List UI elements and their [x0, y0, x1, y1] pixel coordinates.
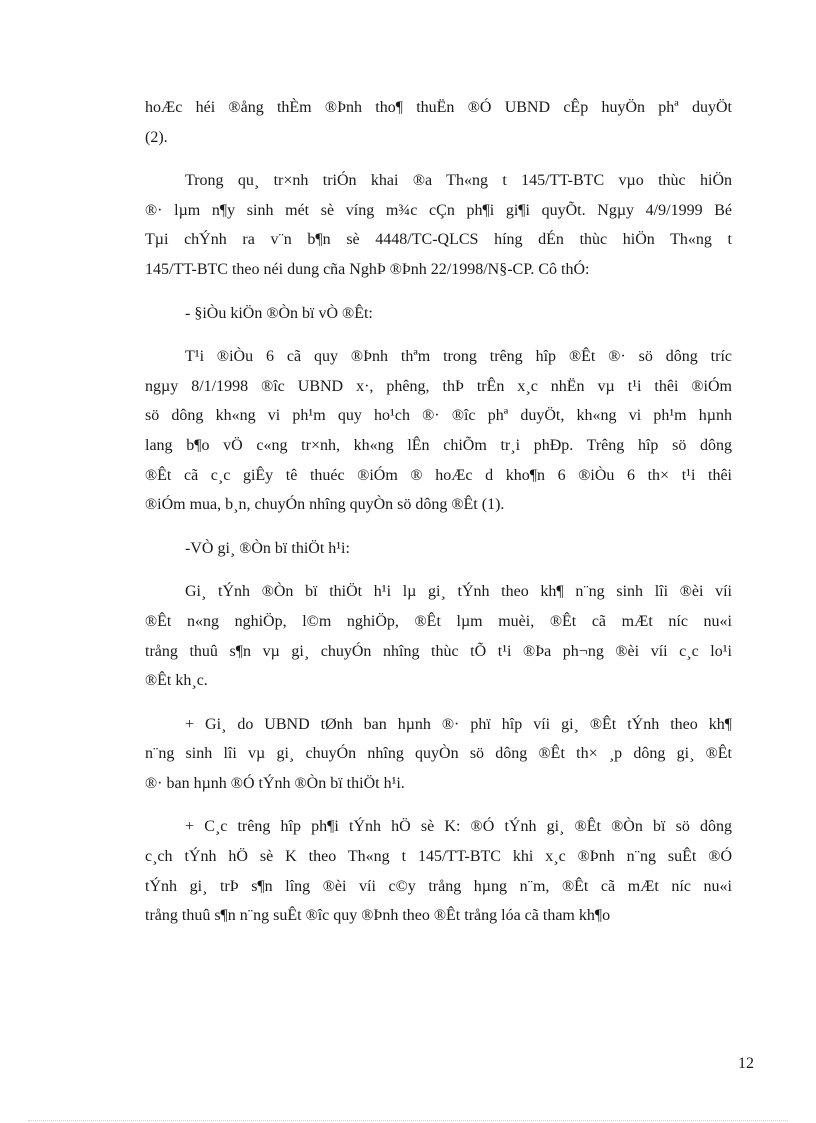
text-line: trång thuû s¶n n¨ng suÊt ®îc quy ®Þnh theo ®Êt trång lóa cã tham kh¶o [145, 907, 611, 925]
page-number: 12 [738, 1055, 754, 1072]
paragraph [145, 534, 732, 564]
text-line: sö dông kh«ng vi ph¹m quy ho¹ch ®· ®îc phª duyÖt, kh«ng vi ph¹m hµnh [145, 407, 732, 425]
page-bottom-divider [28, 1120, 788, 1121]
text-line: Gi¸ tÝnh ®Òn bï thiÖt h¹i lµ gi¸ tÝnh theo kh¶ n¨ng sinh lîi ®èi víi [185, 583, 732, 601]
paragraph-spacer [145, 520, 732, 534]
text-line: - §iÒu kiÖn ®Òn bï vÒ ®Êt: [185, 304, 373, 322]
text-line: + C¸c trêng hîp ph¶i tÝnh hÖ sè K: ®Ó tÝnh gi¸ ®Êt ®Òn bï sö dông [185, 818, 732, 836]
text-line: trång thuû s¶n vµ gi¸ chuyÓn nhîng thùc tÕ t¹i ®Þa ph¬ng ®èi víi c¸c lo¹i [145, 642, 732, 660]
text-line: ngµy 8/1/1998 ®îc UBND x·, phêng, thÞ trÊn x¸c nhËn vµ t¹i thêi ®iÓm [145, 377, 732, 395]
paragraph-spacer [145, 328, 732, 342]
paragraph [145, 342, 732, 520]
text-line: tÝnh gi¸ trÞ s¶n lîng ®èi víi c©y trång hµng n¨m, ®Êt cã mÆt níc nu«i [145, 877, 732, 895]
text-line: ®iÓm mua, b¸n, chuyÓn nhîng quyÒn sö dông ®Êt (1). [145, 496, 505, 514]
paragraph-spacer [145, 563, 732, 577]
text-line: + Gi¸ do UBND tØnh ban hµnh ®· phï hîp víi gi¸ ®Êt tÝnh theo kh¶ [185, 715, 732, 733]
paragraph-spacer [145, 696, 732, 710]
paragraph-spacer [145, 798, 732, 812]
paragraph-spacer [145, 152, 732, 166]
text-line: ®· ban hµnh ®Ó tÝnh ®Òn bï thiÖt h¹i. [145, 774, 405, 792]
paragraph [145, 577, 732, 695]
paragraph [145, 812, 732, 930]
text-line: -VÒ gi¸ ®Òn bï thiÖt h¹i: [185, 539, 350, 557]
text-line: ®Êt n«ng nghiÖp, l©m nghiÖp, ®Êt lµm muèi, ®Êt cã mÆt níc nu«i [145, 612, 732, 630]
paragraph-spacer [145, 285, 732, 299]
paragraph [145, 93, 732, 152]
text-line: c¸ch tÝnh hÖ sè K theo Th«ng t 145/TT-BTC khi x¸c ®Þnh n¨ng suÊt ®Ó [145, 848, 732, 866]
paragraph [145, 710, 732, 799]
paragraph [145, 166, 732, 284]
paragraph [145, 299, 732, 329]
text-line: Tµi chÝnh ra v¨n b¶n sè 4448/TC-QLCS híng dÉn thùc hiÖn Th«ng t [145, 231, 732, 249]
text-line: n¨ng sinh lîi vµ gi¸ chuyÓn nhîng quyÒn sö dông ®Êt th× ¸p dông gi¸ ®Êt [145, 745, 732, 763]
text-line: ®Êt cã c¸c giÊy tê thuéc ®iÓm ® hoÆc d kho¶n 6 ®iÒu 6 th× t¹i thêi [145, 466, 732, 484]
text-line: Trong qu¸ tr×nh triÓn khai ®a Th«ng t 145/TT-BTC vµo thùc hiÖn [185, 172, 732, 190]
text-line: 145/TT-BTC theo néi dung cña NghÞ ®Þnh 22/1998/N§-CP. Cô thÓ: [145, 260, 590, 278]
text-line: (2). [145, 128, 168, 146]
text-line: hoÆc héi ®ång thÈm ®Þnh tho¶ thuËn ®Ó UBND cÊp huyÖn phª duyÖt [145, 99, 732, 116]
text-line: ®· lµm n¶y sinh mét sè víng m¾c cÇn ph¶i gi¶i quyÕt. Ngµy 4/9/1999 Bé [145, 201, 732, 219]
text-line: ®Êt kh¸c. [145, 672, 208, 690]
text-line: T¹i ®iÒu 6 cã quy ®Þnh thªm trong trêng hîp ®Êt ®· sö dông tríc [185, 348, 732, 366]
page-body [145, 93, 732, 931]
text-line: lang b¶o vÖ c«ng tr×nh, kh«ng lÊn chiÕm tr¸i phÐp. Trêng hîp sö dông [145, 436, 732, 454]
